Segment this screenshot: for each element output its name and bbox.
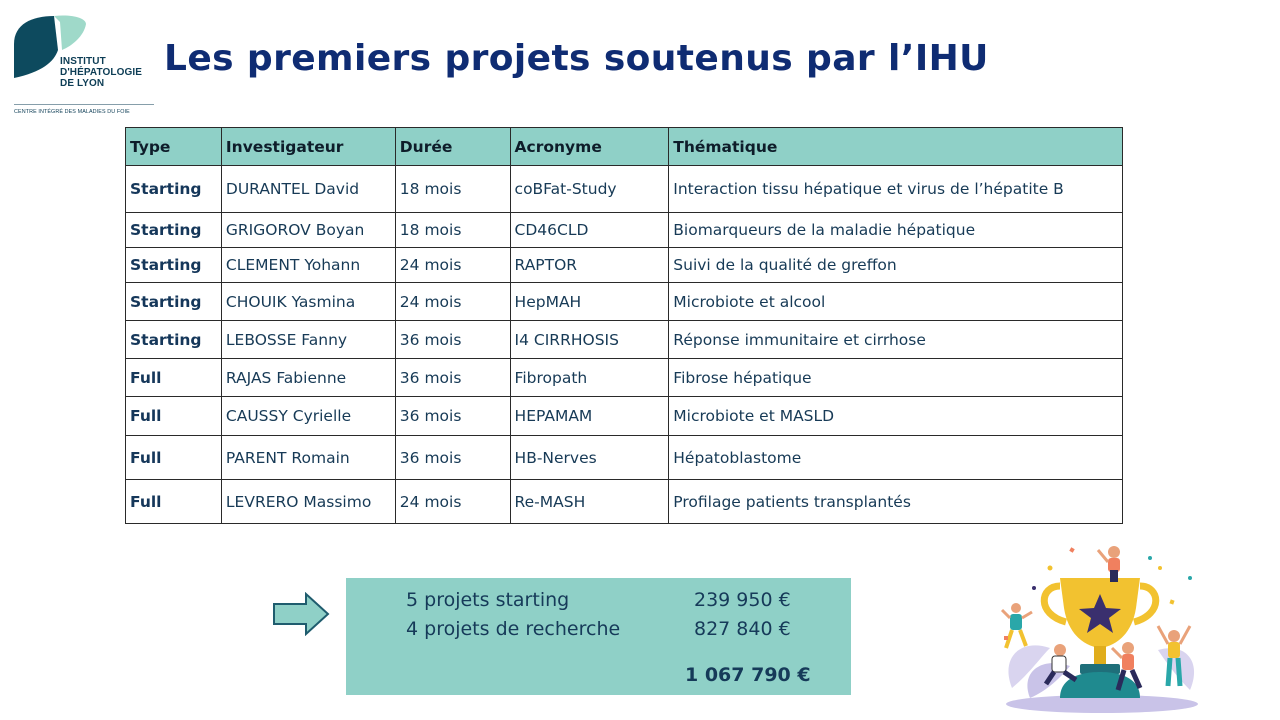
summary-starting-label: 5 projets starting [406, 589, 570, 611]
cell-duree: 18 mois [395, 166, 510, 213]
cell-acronyme: Re-MASH [510, 480, 669, 524]
table-row [126, 397, 1123, 436]
cell-acronyme: HEPAMAM [510, 397, 669, 436]
cell-duree: 36 mois [395, 436, 510, 480]
cell-duree: 36 mois [395, 321, 510, 359]
cell-investigateur: CAUSSY Cyrielle [221, 397, 395, 436]
table-row [126, 166, 1123, 213]
cell-type: Full [126, 480, 222, 524]
cell-duree: 24 mois [395, 283, 510, 321]
logo-line-3: DE LYON [60, 78, 105, 89]
cell-thematique: Biomarqueurs de la maladie hépatique [669, 213, 1123, 248]
cell-type: Full [126, 397, 222, 436]
cell-acronyme: Fibropath [510, 359, 669, 397]
cell-type: Starting [126, 166, 222, 213]
cell-duree: 24 mois [395, 480, 510, 524]
header-duree: Durée [395, 128, 510, 166]
cell-acronyme: HepMAH [510, 283, 669, 321]
cell-investigateur: RAJAS Fabienne [221, 359, 395, 397]
cell-thematique: Réponse immunitaire et cirrhose [669, 321, 1123, 359]
cell-thematique: Profilage patients transplantés [669, 480, 1123, 524]
cell-thematique: Suivi de la qualité de greffon [669, 248, 1123, 283]
cell-type: Starting [126, 321, 222, 359]
cell-type: Full [126, 359, 222, 397]
cell-type: Full [126, 436, 222, 480]
cell-type: Starting [126, 248, 222, 283]
cell-investigateur: LEBOSSE Fanny [221, 321, 395, 359]
cell-acronyme: CD46CLD [510, 213, 669, 248]
cell-investigateur: CHOUIK Yasmina [221, 283, 395, 321]
cell-investigateur: GRIGOROV Boyan [221, 213, 395, 248]
cell-investigateur: CLEMENT Yohann [221, 248, 395, 283]
projects-table [125, 127, 1123, 524]
budget-summary-box [346, 578, 851, 695]
cell-thematique: Interaction tissu hépatique et virus de l’hépatite B [669, 166, 1123, 213]
logo-subtitle: CENTRE INTÉGRÉ DES MALADIES DU FOIE [14, 109, 130, 115]
cell-duree: 24 mois [395, 248, 510, 283]
header-type: Type [126, 128, 222, 166]
logo-line-1: INSTITUT [60, 56, 106, 67]
table-header-row [126, 128, 1123, 166]
cell-type: Starting [126, 283, 222, 321]
cell-investigateur: LEVRERO Massimo [221, 480, 395, 524]
summary-research-label: 4 projets de recherche [406, 618, 621, 640]
table-row [126, 213, 1123, 248]
cell-acronyme: I4 CIRRHOSIS [510, 321, 669, 359]
table-row [126, 321, 1123, 359]
logo-wordmark [60, 56, 142, 89]
cell-duree: 36 mois [395, 397, 510, 436]
summary-research-amount: 827 840 € [694, 618, 791, 640]
header-acronyme: Acronyme [510, 128, 669, 166]
table-row [126, 436, 1123, 480]
cell-acronyme: coBFat-Study [510, 166, 669, 213]
logo-line-2: D'HÉPATOLOGIE [60, 67, 143, 78]
table-row [126, 248, 1123, 283]
header-investigateur: Investigateur [221, 128, 395, 166]
cell-thematique: Microbiote et alcool [669, 283, 1123, 321]
cell-acronyme: HB-Nerves [510, 436, 669, 480]
cell-thematique: Fibrose hépatique [669, 359, 1123, 397]
table-row [126, 359, 1123, 397]
summary-total-amount: 1 067 790 € [685, 664, 811, 686]
cell-investigateur: DURANTEL David [221, 166, 395, 213]
cell-thematique: Hépatoblastome [669, 436, 1123, 480]
right-arrow-icon [272, 592, 332, 636]
table-row [126, 480, 1123, 524]
logo-divider [14, 104, 154, 105]
ihu-logo [14, 14, 154, 115]
header-thematique: Thématique [669, 128, 1123, 166]
cell-investigateur: PARENT Romain [221, 436, 395, 480]
table-row [126, 283, 1123, 321]
summary-starting-amount: 239 950 € [694, 589, 791, 611]
page-title: Les premiers projets soutenus par l’IHU [164, 38, 989, 79]
cell-duree: 36 mois [395, 359, 510, 397]
cell-type: Starting [126, 213, 222, 248]
cell-duree: 18 mois [395, 213, 510, 248]
cell-acronyme: RAPTOR [510, 248, 669, 283]
cell-thematique: Microbiote et MASLD [669, 397, 1123, 436]
trophy-celebration-illustration [990, 538, 1210, 718]
